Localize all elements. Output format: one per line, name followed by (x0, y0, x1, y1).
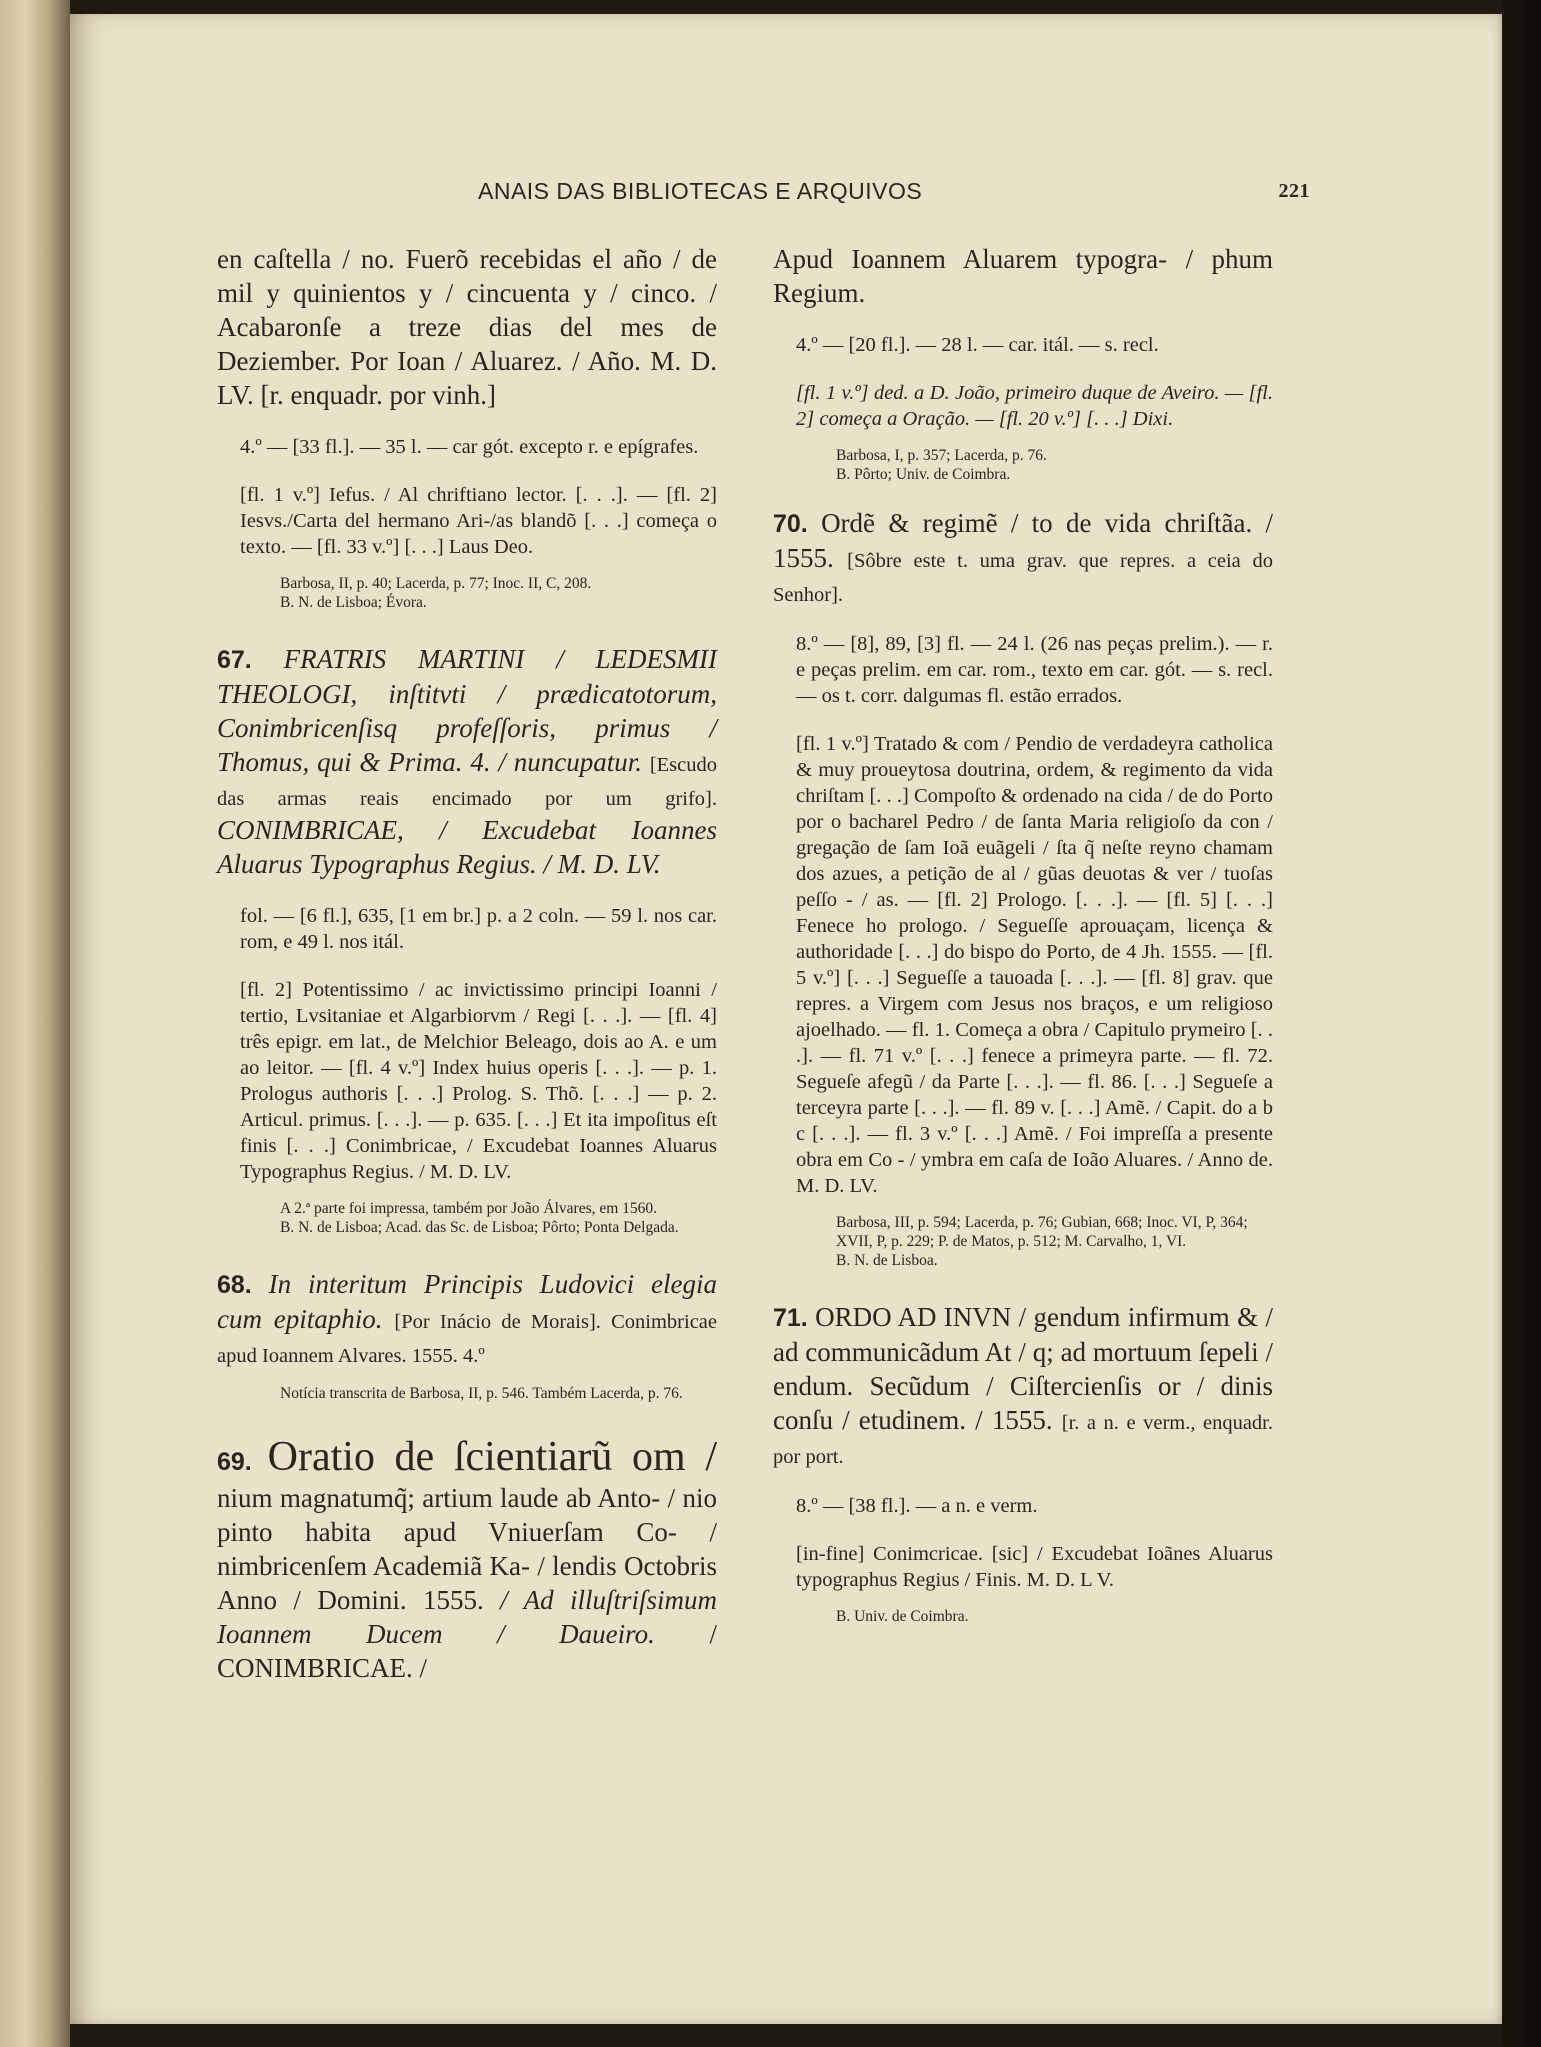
entry-title: ORDO AD INVN / gendum infirmum & / ad communicãdum At / q; ad mortuum ſepeli / endum. Secũdum / Ciſtercienſis or / dinis conſu / etudinem. / 1555. (773, 1302, 1273, 1435)
left-column (217, 242, 717, 1685)
entry-title: FRATRIS MARTINI / LEDESMII THEOLOGI, inſtitvti / prædicatotorum, Conimbricenſisq profeſſoris, primus / Thomus, qui & Prima. 4. / nuncupatur. (217, 644, 718, 777)
text-paragraph: Apud Ioannem Aluarem typogra- / phum Regium. (773, 244, 1273, 308)
holdings: B. Univ. de Coimbra. (836, 1608, 969, 1625)
references: Barbosa, II, p. 40; Lacerda, p. 77; Inoc. II, C, 208. (280, 575, 592, 592)
holdings: B. Pôrto; Univ. de Coimbra. (836, 466, 1011, 483)
holdings: B. N. de Lisboa; Évora. (280, 594, 427, 611)
header-title: ANAIS DAS BIBLIOTECAS E ARQUIVOS (478, 178, 923, 204)
references: Barbosa, I, p. 357; Lacerda, p. 76. (836, 447, 1047, 464)
holdings: B. N. de Lisboa; Acad. das Sc. de Lisboa; Pôrto; Ponta Delgada. (280, 1219, 679, 1236)
note: Notícia transcrita de Barbosa, II, p. 546. Também Lacerda, p. 76. (280, 1385, 683, 1402)
scan-edge (1502, 0, 1541, 2047)
entry-number: 67. (217, 646, 252, 674)
entry-title: nium magnatumq̃; artium laude ab Anto- / nio pinto habita apud Vniuerſam Co- / nimbricenſem Academiã Ka- / lendis Octobris Anno / Domini. 1555. (217, 1483, 717, 1615)
entry-imprint: / CONIMBRICAE. / (217, 1619, 717, 1683)
note: A 2.ª parte foi impressa, também por João Álvares, em 1560. (280, 1200, 658, 1217)
page-number: 221 (1278, 180, 1310, 202)
contents-note: [fl. 1 v.º] Tratado & com / Pendio de verdadeyra catholica & muy proueytosa doutrina, ordem, & regimento da vida chriſtam [. . .] Compoſto & ordenado na cida / de do Porto por o bacharel Pedro / de ſanta Maria religioſo da con / gregação de ſam Ioã euãgeli / ſta q̃ neſte reyno chamam dos azues, a petição de al / gũas deuotas & ver / tuoſas peſſo - / as. — [fl. 2] Prologo. [. . .]. — [fl. 5] [. . .] Fenece ho prologo. / Segueſſe aprouaçam, licença & authoridade [. . .] do bispo do Porto, de 4 Jh. 1555. — [fl. 5 v.º] [. . .] Segueſſe a tauoada [. . .]. — [fl. 8] grav. que repres. a Virgem com Jesus nos braços, e um religioso ajoelhado. — fl. 1. Começa a obra / Capitulo prymeiro [. . .]. — fl. 71 v.º [. . .] fenece a primeyra parte. — fl. 72. Segueſe afegũ / da Parte [. . .]. — fl. 86. [. . .] Segueſe a terceyra parte [. . .]. — fl. 89 v. [. . .] Amẽ. / Capit. do a b c [. . .]. — fl. 3 v.º [. . .] Amẽ. / Foi impreſſa a presente obra em Co - / ymbra em caſa de Ioão Aluares. / Anno de. M. D. LV. (796, 733, 1273, 1197)
entry-title-lead: Oratio de ſcientiarũ om / (267, 1434, 717, 1480)
entry-number: 69. (217, 1448, 252, 1476)
contents-note: [fl. 1 v.º] Iefus. / Al chriftiano lector. [. . .]. — [fl. 2] Iesvs./Carta del hermano Ari-/as blandõ [. . .] começa o texto. — [fl. 33 v.º] [. . .] Laus Deo. (240, 484, 717, 558)
references: Barbosa, III, p. 594; Lacerda, p. 76; Gubian, 668; Inoc. VI, P, 364; XVII, P, p. 229; P. de Matos, p. 512; M. Carvalho, 1, VI. (836, 1214, 1248, 1250)
entry-number: 70. (773, 510, 808, 538)
entry-71 (773, 1300, 1273, 1471)
entry-number: 71. (773, 1304, 808, 1332)
colophon: [in-fine] Conimcricae. [sic] / Excudebat Ioãnes Aluarus typographus Regius / Finis. M. D. L V. (796, 1543, 1273, 1591)
running-header (478, 178, 1310, 205)
entry-dedication: / Ad illuſtriſsimum Ioannem Ducem / Daueiro. (217, 1585, 718, 1649)
contents-note: [fl. 1 v.º] ded. a D. João, primeiro duque de Aveiro. — [fl. 2] começa a Oração. — [fl. 20 v.º] [. . .] Dixi. (796, 382, 1273, 430)
collation: 4.º — [33 fl.]. — 35 l. — car gót. excepto r. e epígrafes. (240, 436, 699, 458)
entry-note: [r. a n. e verm., enquadr. por port. (773, 1412, 1274, 1468)
contents-note: [fl. 2] Potentissimo / ac invictissimo principi Ioanni / tertio, Lvsitaniae et Algarbiorvm / Regi [. . .]. — [fl. 4] três epigr. em lat., de Melchior Beleago, dois ao A. e um ao leitor. — [fl. 4 v.º] Index huius operis [. . .]. — p. 1. Prologus authoris [. . .] Prolog. S. Thõ. [. . .] — p. 2. Articul. primus. [. . .]. — p. 635. [. . .] Et ita impoſitus eſt finis [. . .] Conimbricae, / Excudebat Ioannes Aluarus Typographus Regius. / M. D. LV. (240, 979, 717, 1183)
entry-68 (217, 1267, 717, 1370)
collation: 4.º — [20 fl.]. — 28 l. — car. itál. — s. recl. (796, 334, 1159, 356)
collation: 8.º — [38 fl.]. — a n. e verm. (796, 1495, 1038, 1517)
entry-title: In interitum Principis Ludovici elegia cum epitaphio. (217, 1269, 717, 1334)
entry-69 (217, 1433, 717, 1685)
text-paragraph: en caſtella / no. Fuerõ recebidas el año / de mil y quinientos y / cincuenta y / cinco. / Acabaronſe a treze dias del mes de Deziember. Por Ioan / Aluarez. / Año. M. D. LV. [r. enquadr. por vinh.] (217, 244, 717, 410)
book-gutter (0, 0, 70, 2047)
entry-70 (773, 506, 1273, 609)
collation: 8.º — [8], 89, [3] fl. — 24 l. (26 nas peças prelim.). — r. e peças prelim. em car. rom., texto em car. gót. — s. recl. — os t. corr. dalgumas fl. estão errados. (796, 633, 1273, 707)
entry-note: [Sôbre este t. uma grav. que repres. a ceia do Senhor]. (773, 550, 1274, 606)
entry-note: [Escudo das armas reais encimado por um grifo]. (217, 754, 717, 810)
right-column (773, 242, 1273, 1626)
entry-title: Ordẽ & regimẽ / to de vida chriſtãa. / 1555. (773, 508, 1274, 573)
entry-number: 68. (217, 1271, 252, 1299)
entry-67 (217, 642, 717, 881)
entry-imprint: [Por Inácio de Morais]. Conimbricae apud Ioannem Alvares. 1555. 4.º (217, 1311, 717, 1367)
entry-imprint: CONIMBRICAE, / Excudebat Ioannes Aluarus Typographus Regius. / M. D. LV. (217, 815, 717, 879)
collation: fol. — [6 fl.], 635, [1 em br.] p. a 2 coln. — 59 l. nos car. rom, e 49 l. nos itál. (240, 905, 717, 953)
holdings: B. N. de Lisboa. (836, 1252, 938, 1269)
